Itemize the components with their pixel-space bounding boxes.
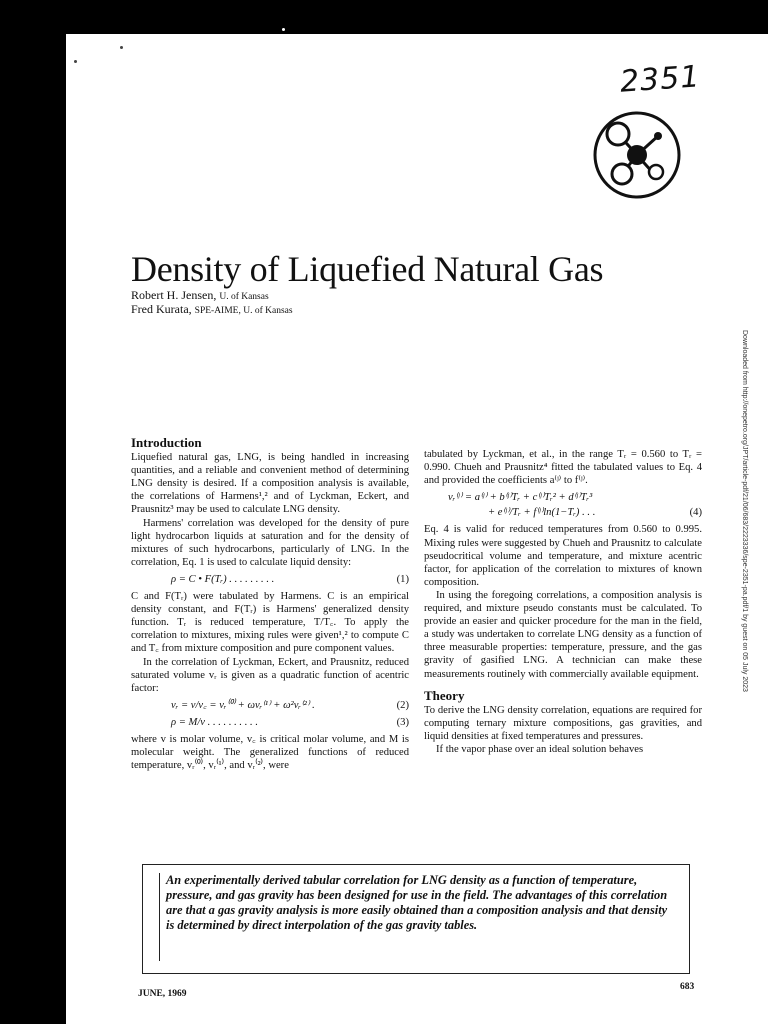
paragraph: tabulated by Lyckman, et al., in the range Tᵣ = 0.560 to Tᵣ = 0.990. Chueh and Prausnitz⁴ fitted the tabulated values to Eq. 4 and provided the coefficients a⁽ʲ⁾ to f⁽ʲ⁾. [424, 449, 702, 487]
scan-border-top [0, 0, 768, 34]
paragraph: To derive the LNG density correlation, equations are required for computing ternary mixture compositions, gas gravities, and liquid densities at fixed temperatures and pressures. [424, 704, 702, 742]
spe-molecule-logo-icon [592, 110, 682, 200]
author-1 [131, 288, 269, 303]
section-heading-introduction: Introduction [131, 435, 202, 450]
author-name: Robert H. Jensen, [131, 288, 217, 302]
scan-speck [120, 46, 123, 49]
right-column [424, 448, 702, 756]
paper-title: Density of Liquefied Natural Gas [131, 249, 604, 289]
page-number: 683 [680, 982, 695, 992]
handwritten-number: 2351 [618, 59, 702, 100]
paragraph: In the correlation of Lyckman, Eckert, and Prausnitz, reduced saturated volume vᵣ is given as a quadratic function of acentric factor: [131, 656, 409, 694]
equation-3: ρ = M/v . . . . . . . . . . (3) [171, 716, 409, 728]
equation-4: vᵣ⁽ʲ⁾ = a⁽ʲ⁾ + b⁽ʲ⁾Tᵣ + c⁽ʲ⁾Tᵣ² + d⁽ʲ⁾Tᵣ³ [448, 492, 593, 504]
paragraph: Liquefied natural gas, LNG, is being handled in increasing quantities, and a reliable and convenient method of determining LNG density is desired. If a composition analysis is available, the correlations of Harmens¹,² and of Lyckman, Eckert, and Prausnitz³ may be used to calculate LNG density. [131, 452, 409, 516]
section-heading-theory: Theory [424, 687, 465, 703]
abstract-text: An experimentally derived tabular correlation for LNG density as a function of temperature, pressure, and gas gravity has been designed for use in the field. The advantages of this correlation are that a gas gravity analysis is more easily obtained than a composition analysis and that density is determined by direct interpolation of the gas gravity tables. [159, 873, 671, 961]
paragraph: Harmens' correlation was developed for the density of pure light hydrocarbon liquids at saturation and for the density of mixtures of such hydrocarbons, particularly of LNG. In the correlation, Eq. 1 is used to calculate liquid density: [131, 517, 409, 568]
abstract-box [142, 864, 690, 974]
equation-2: vᵣ = v/v꜀ = vᵣ⁽⁰⁾ + ωvᵣ⁽¹⁾ + ω²vᵣ⁽²⁾ . (2) [171, 699, 409, 711]
paragraph: If the vapor phase over an ideal solution behaves [436, 743, 644, 755]
equation-4-continued: + e⁽ʲ⁾/Tᵣ + f⁽ʲ⁾ln(1−Tᵣ) . . . (4) [488, 507, 702, 519]
paragraph: In using the foregoing correlations, a composition analysis is required, and mixture pseudo constants must be calculated. To provide an easier and quicker procedure for the man in the field, a study was undertaken to correlate LNG density as a function of three measurable properties: temperature, pressure, and the gas gravity of gasified LNG. A technician can make these measurements routinely with commercially available equipment. [424, 589, 702, 680]
download-watermark: Downloaded from http://onepetro.org/JPT/article-pdf/21/06/683/2223336/spe-2351-pa.pdf/1 by guest on 05 July 2023 [741, 330, 748, 692]
footer-date: JUNE, 1969 [138, 989, 187, 999]
scan-speck [282, 28, 285, 31]
paragraph: where v is molar volume, v꜀ is critical molar volume, and M is molecular weight. The generalized functions of reduced temperature, vᵣ⁽⁰⁾, vᵣ⁽¹⁾, and vᵣ⁽²⁾, were [131, 733, 409, 772]
scan-border-left [0, 0, 66, 1024]
paragraph: C and F(Tᵣ) were tabulated by Harmens. C is an empirical density constant, and F(Tᵣ) is Harmens' generalized density function. Tᵣ is reduced temperature, T/T꜀. To apply the correlation to mixtures, mixing rules were given¹,² to compute C and T꜀ from mixture composition and pure component values. [131, 591, 409, 655]
author-affiliation: U. of Kansas [219, 292, 269, 302]
scan-speck [74, 60, 77, 63]
left-column [131, 436, 409, 772]
author-affiliation: SPE-AIME, U. of Kansas [194, 306, 293, 316]
paragraph: Eq. 4 is valid for reduced temperatures from 0.560 to 0.995. Mixing rules were suggested by Chueh and Prausnitz to calculate pseudocritical volume and temperature, and mixture acentric factor, for application of the correlation to mixtures of known composition. [424, 524, 702, 588]
author-name: Fred Kurata, [131, 302, 192, 316]
equation-1: ρ = C • F(Tᵣ) . . . . . . . . . (1) [171, 573, 409, 585]
author-2 [131, 302, 293, 317]
